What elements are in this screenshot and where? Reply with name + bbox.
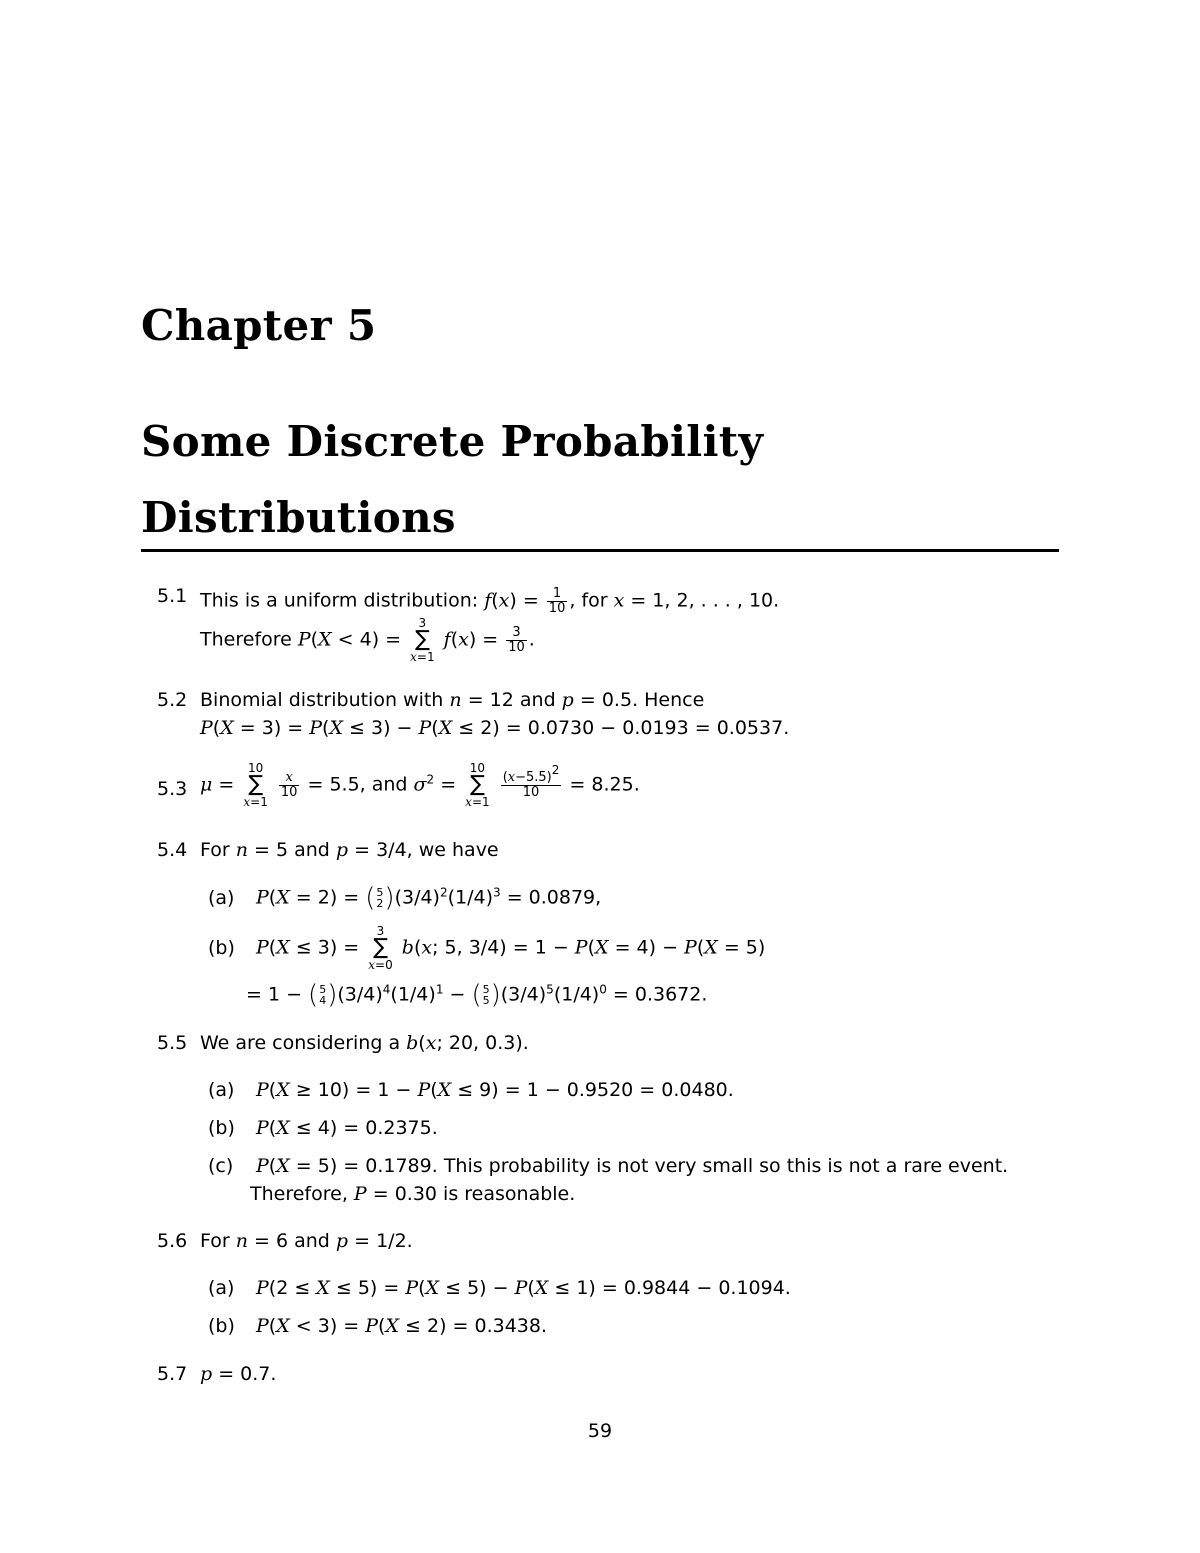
problem-5-2-line1: Binomial distribution with n = 12 and p = 0.5. Hence [200,689,705,711]
chapter-title-line2: Distributions [141,493,456,542]
problem-5-1-line1: This is a uniform distribution: f(x) = $\frac{1}{10}$ , for x = 1, 2, . . . , 10. [200,586,780,616]
problem-number-5-4: 5.4 [157,839,188,861]
problem-5-5-c: (c) P(X = 5) = 0.1789. This probability is not very small so this is not a rare event. [208,1155,1009,1177]
problem-5-5-intro: We are considering a b(x; 20, 0.3). [200,1032,529,1054]
problem-5-6-a: (a) P(2 ≤ X ≤ 5) = P(X ≤ 5) − P(X ≤ 1) = 0.9844 − 0.1094. [208,1277,791,1299]
problem-number-5-3: 5.3 [157,778,188,800]
problem-number-5-7: 5.7 [157,1363,188,1385]
problem-5-3-line: μ = 10 ∑ x=1 $\frac{x}{10}$ = 5.5, and $\sigma^2$ = 10 ∑ x=1 $\frac{(x-5.5)^2}{10}$ = 8.25. [200,761,640,809]
problem-5-5-b: (b) P(X ≤ 4) = 0.2375. [208,1117,438,1139]
problem-5-6-b: (b) P(X < 3) = P(X ≤ 2) = 0.3438. [208,1315,548,1337]
chapter-title-line1: Some Discrete Probability [141,417,764,466]
problem-5-4-a: (a) P(X = 2) = ( 5 2 )$(3/4)^2(1/4)^3 = 0.0879$, [208,883,602,913]
problem-number-5-6: 5.6 [157,1230,188,1252]
chapter-label: Chapter 5 [141,301,377,350]
problem-5-4-b-cont: = 1 − ( 5 4 )$(3/4)^4(1/4)^1$ − ( 5 5 )$(3/4)^5(1/4)^0 = 0.3672$. [246,980,708,1010]
page-number: 59 [587,1420,613,1442]
problem-number-5-1: 5.1 [157,585,188,607]
problem-5-4-intro: For n = 5 and p = 3/4, we have [200,839,499,861]
problem-number-5-2: 5.2 [157,689,188,711]
problem-5-1-line2: Therefore P(X < 4) = 3 ∑ x=1 f(x) = $\frac{3}{10}$ . [200,616,535,664]
problem-5-2-line2: P(X = 3) = P(X ≤ 3) − P(X ≤ 2) = 0.0730 − 0.0193 = 0.0537. [200,717,790,739]
problem-number-5-5: 5.5 [157,1032,188,1054]
title-rule [141,549,1059,552]
problem-5-4-b: (b) P(X ≤ 3) = 3 ∑ x=0 b(x; 5, 3/4) = 1 − P(X = 4) − P(X = 5) [208,924,766,972]
problem-5-5-c-cont: Therefore, P = 0.30 is reasonable. [250,1183,576,1205]
problem-5-5-a: (a) P(X ≥ 10) = 1 − P(X ≤ 9) = 1 − 0.9520 = 0.0480. [208,1079,734,1101]
problem-5-7-line: p = 0.7. [200,1363,277,1385]
problem-5-6-intro: For n = 6 and p = 1/2. [200,1230,413,1252]
